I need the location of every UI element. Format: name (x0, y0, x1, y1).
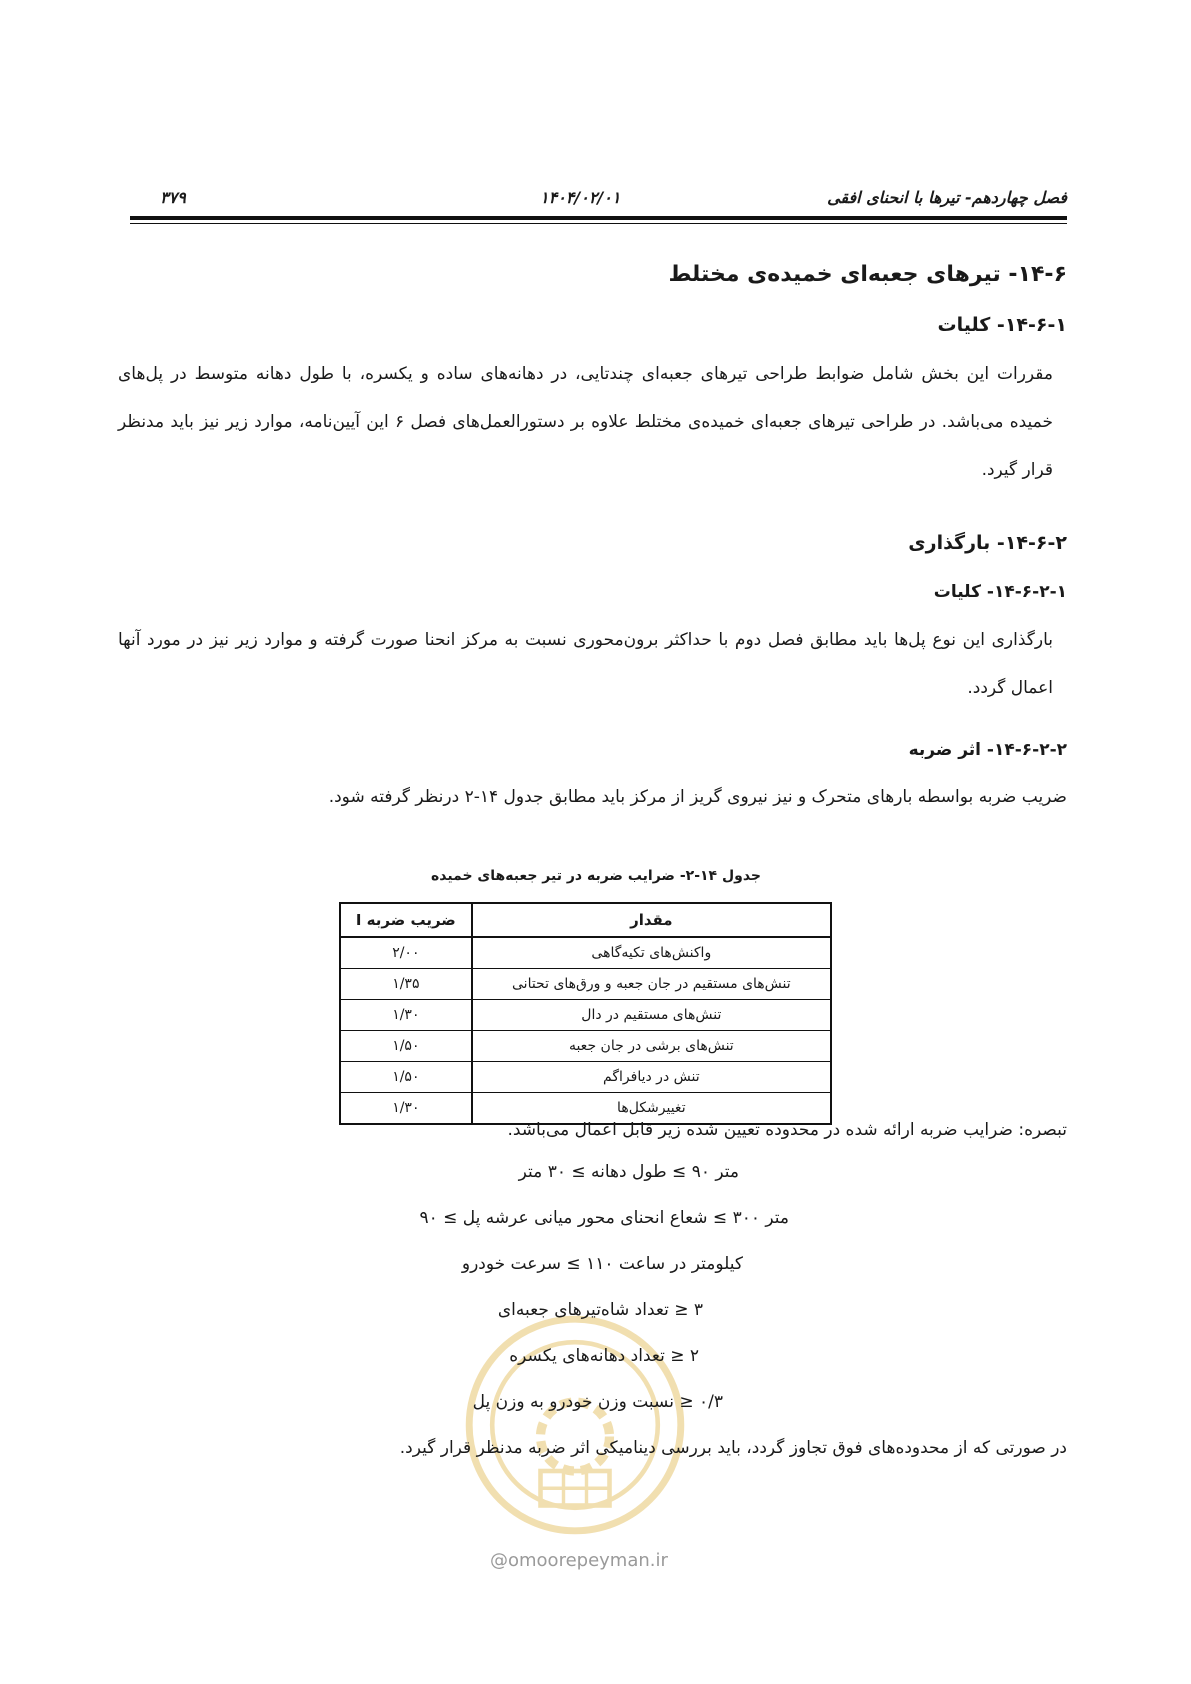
table-row (340, 937, 831, 969)
header-rule-thin (130, 223, 1067, 224)
note-condition: متر ۹۰ ≥ طول دهانه ≥ ۳۰ متر (518, 1162, 739, 1182)
table-cell-item: تنش‌های مستقیم در دال (472, 1000, 831, 1031)
table-cell-item: تغییرشکل‌ها (472, 1093, 831, 1125)
impact-factor-table (339, 902, 832, 1125)
note-condition: کیلومتر در ساعت ۱۱۰ ≥ سرعت خودرو (461, 1254, 743, 1274)
subsection-title-general: ۱۴-۶-۱- کلیات (937, 314, 1067, 336)
note-closing: در صورتی که از محدوده‌های فوق تجاوز گردد، باید بررسی دینامیکی اثر ضربه مدنظر قرار گیرد. (399, 1438, 1067, 1458)
note-condition: ۲ ≤ تعداد دهانه‌های یکسره (509, 1346, 699, 1366)
table-header-row (340, 903, 831, 937)
subsection-title-loading: ۱۴-۶-۲- بارگذاری (908, 532, 1067, 554)
table-row (340, 1062, 831, 1093)
table-cell-factor: ۱/۳۰ (340, 1000, 472, 1031)
table-header-value: مقدار (472, 903, 831, 937)
table-cell-factor: ۲/۰۰ (340, 937, 472, 969)
table-cell-item: تنش‌های مستقیم در جان جعبه و ورق‌های تحتانی (472, 969, 831, 1000)
watermark-seal-icon (460, 1310, 690, 1540)
table-cell-factor: ۱/۵۰ (340, 1031, 472, 1062)
note-condition: ۳ ≤ تعداد شاه‌تیرهای جعبه‌ای (497, 1300, 703, 1320)
note-condition: ۰/۳ ≤ نسبت وزن خودرو به وزن پل (472, 1392, 723, 1412)
table-cell-item: تنش‌های برشی در جان جعبه (472, 1031, 831, 1062)
table-cell-item: تنش در دیافراگم (472, 1062, 831, 1093)
table-row (340, 969, 831, 1000)
page-number: ۳۷۹ (160, 188, 186, 207)
paragraph-general: مقررات این بخش شامل ضوابط طراحی تیرهای جعبه‌ای چندتایی، در دهانه‌های ساده و یکسره، با طول دهانه متوسط در پل‌های خمیده می‌باشد. در طراحی تیرهای جعبه‌ای خمیده‌ی مختلط علاوه بر دستورالعمل‌های فصل ۶ این آیین‌نامه، موارد زیر نیز باید مدنظر قرار گیرد. (118, 364, 1053, 480)
watermark-text: @omoorepeyman.ir (490, 1550, 668, 1571)
table-header-factor: ضریب ضربه I (340, 903, 472, 937)
paragraph-loading: بارگذاری این نوع پل‌ها باید مطابق فصل دوم با حداکثر برون‌محوری نسبت به مرکز انحنا صورت گرفته و موارد زیر نیز در مورد آنها اعمال گردد. (118, 630, 1053, 698)
header-rule-thick (130, 216, 1067, 220)
note-intro: تبصره: ضرایب ضربه ارائه شده در محدوده تعیین شده زیر قابل اعمال می‌باشد. (507, 1120, 1067, 1140)
table-cell-item: واکنش‌های تکیه‌گاهی (472, 937, 831, 969)
table-cell-factor: ۱/۳۰ (340, 1093, 472, 1125)
note-condition: متر ۳۰۰ ≥ شعاع انحنای محور میانی عرشه پل ≥ ۹۰ (419, 1208, 789, 1228)
subsection-title-loading-general: ۱۴-۶-۲-۱- کلیات (933, 582, 1067, 602)
table-cell-factor: ۱/۵۰ (340, 1062, 472, 1093)
table-row (340, 1000, 831, 1031)
table-caption: جدول ۱۴-۲- ضرایب ضربه در تیر جعبه‌های خمیده (431, 868, 761, 884)
paragraph-impact: ضریب ضربه بواسطه بارهای متحرک و نیز نیروی گریز از مرکز باید مطابق جدول ۱۴-۲ درنظر گرفته شود. (328, 787, 1067, 807)
section-title: ۱۴-۶- تیرهای جعبه‌ای خمیده‌ی مختلط (668, 262, 1067, 287)
chapter-title: فصل چهاردهم- تیرها با انحنای افقی (827, 188, 1067, 207)
table-row (340, 1031, 831, 1062)
subsection-title-impact: ۱۴-۶-۲-۲- اثر ضربه (908, 740, 1067, 760)
table-cell-factor: ۱/۳۵ (340, 969, 472, 1000)
header-date: ۱۴۰۴/۰۲/۰۱ (540, 188, 621, 207)
